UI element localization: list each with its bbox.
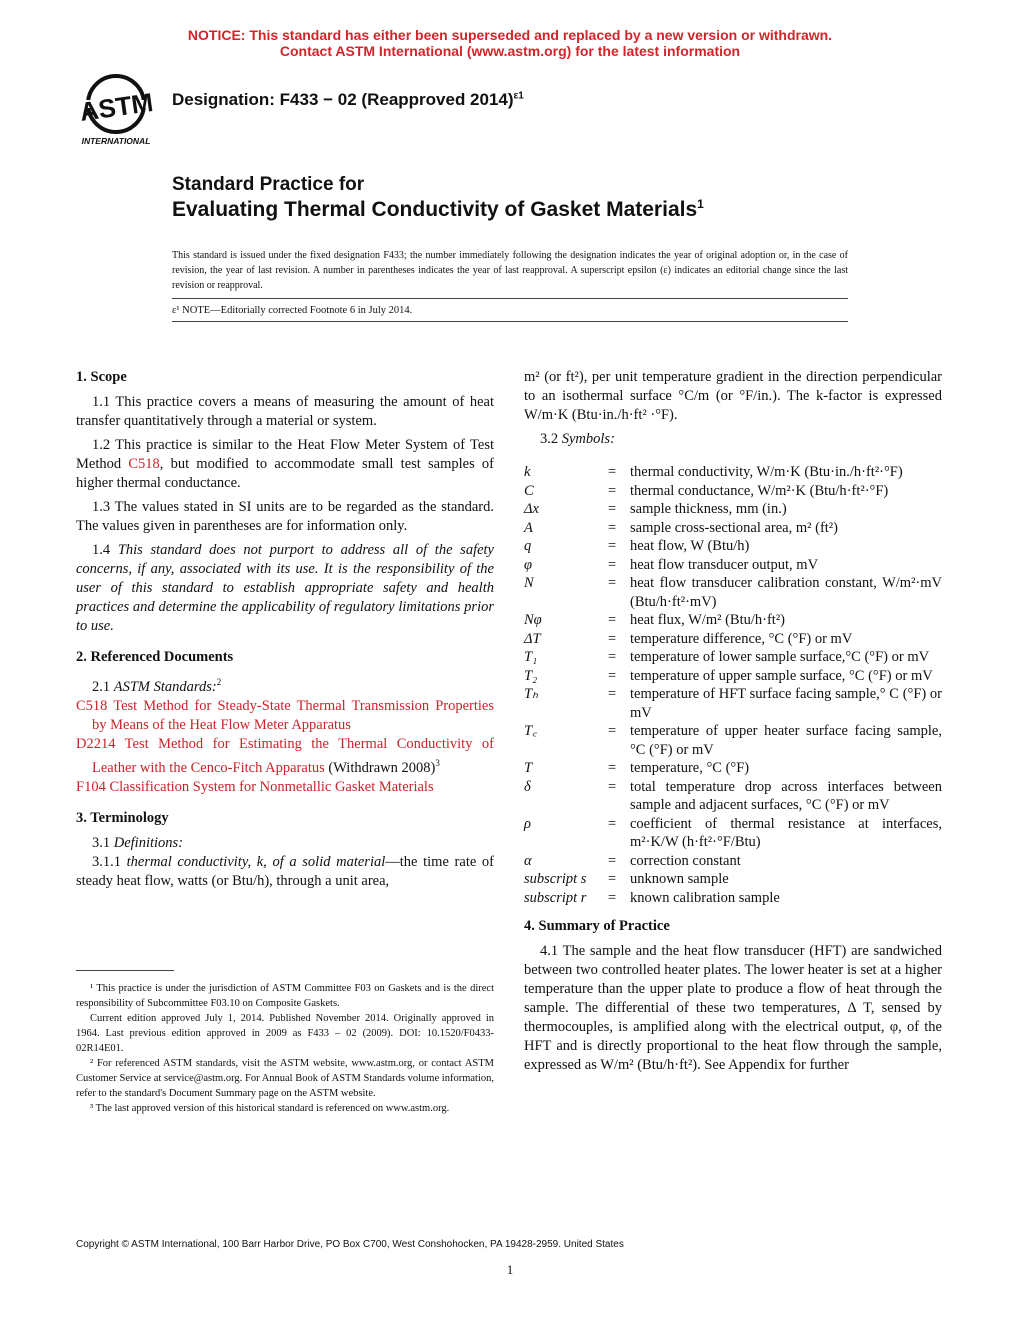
astm-logo: [72, 72, 160, 148]
para-1-4: [76, 541, 494, 636]
symbol-equals: =: [608, 575, 617, 591]
para-1-2-text-end: , but modified to accommodate small test samples of higher thermal conductance.: [76, 456, 494, 491]
symbol-term: A: [524, 519, 533, 536]
symbol-equals: =: [608, 630, 617, 647]
symbol-term: T: [524, 760, 533, 776]
symbol-equals: =: [608, 889, 617, 906]
symbol-equals: =: [608, 501, 617, 517]
para-1-2: [76, 436, 494, 493]
symbol-definition: temperature difference, °C (°F) or mV: [630, 630, 853, 647]
svg-text:INTERNATIONAL: INTERNATIONAL: [81, 136, 151, 146]
footnote-divider: [76, 970, 174, 971]
symbol-equals: =: [608, 556, 617, 573]
symbol-term: φ: [524, 556, 533, 573]
note-divider: [172, 321, 848, 322]
para-3-1-1-continued: m² (or ft²), per unit temperature gradient in the direction perpendicular to an isothermal surface °C/m (or °F/in.). The k-factor is expressed W/m·K (Btu·in./h·ft² ·°F).: [524, 369, 942, 423]
symbols-table: [524, 463, 942, 907]
symbol-definition: heat flow transducer calibration constant, W/m²·mV (Btu/h·ft²·mV): [630, 575, 942, 610]
para-3-2-number: 3.2: [540, 431, 562, 447]
symbol-definition: heat flow, W (Btu/h): [630, 538, 750, 554]
symbol-definition: coefficient of thermal resistance at interfaces, m²·K/W (h·ft²·°F/Btu): [630, 815, 942, 850]
para-3-1-1-number: 3.1.1: [92, 853, 127, 870]
para-1-4-text: This standard does not purport to address all of the safety concerns, if any, associated with its use. It is the responsibility of the user of this standard to establish appropriate safety and health practices and determine the applicability of regulatory limitations prior to use.: [76, 542, 494, 634]
symbol-equals: =: [608, 852, 617, 869]
title-line-2: [172, 197, 704, 222]
para-3-1-1-text: —the time rate of steady heat flow, watts (or Btu/h), through a unit area,: [76, 853, 495, 889]
para-1-3: 1.3 The values stated in SI units are to be regarded as the standard. The values given in parentheses are for information only.: [76, 499, 494, 534]
issued-statement: This standard is issued under the fixed designation F433; the number immediately following the designation indicates the year of original adoption or, in the case of revision, the year of last revision. A number in parentheses indicates the year of last reapproval. A superscript epsilon (ε) indicates an editorial change since the last revision or reapproval.: [172, 250, 848, 291]
symbol-term: ρ: [524, 815, 531, 832]
section-2-heading: 2. Referenced Documents: [76, 649, 234, 665]
symbol-term: q: [524, 538, 532, 554]
para-3-1-1: [76, 853, 494, 891]
symbol-definition: total temperature drop across interfaces between sample and adjacent surfaces, °C (°F) or mV: [630, 778, 942, 813]
para-4-1: 4.1 The sample and the heat flow transducer (HFT) are sandwiched between two controlled heater plates. The lower heater is set at a higher temperature than the upper plate to produce a flow of heat through the sample. The differential of these two temperatures, Δ T, sensed by thermocouples, is amplified along with the electrical output, φ, of the HFT and is directly proportional to the heat flow through the sample, expressed as W/m² (Btu/h·ft²). See Appendix for further: [524, 943, 942, 1073]
symbol-term: δ: [524, 778, 531, 795]
symbol-equals: =: [608, 723, 617, 739]
symbol-equals: =: [608, 538, 617, 554]
designation-text: Designation: F433 − 02 (Reapproved 2014): [172, 90, 514, 109]
page-number: 1: [506, 1262, 514, 1277]
ref-f104[interactable]: F104 Classification System for Nonmetallic Gasket Materials: [76, 778, 434, 795]
symbol-definition: heat flux, W/m² (Btu/h·ft²): [630, 612, 786, 628]
symbol-term: subscript r: [524, 889, 587, 906]
para-3-1-text: Definitions:: [113, 834, 184, 851]
footnote-2: ² For referenced ASTM standards, visit the ASTM website, www.astm.org, or contact ASTM Customer Service at service@astm.org. For Annual Book of ASTM Standards volume information, refer to the standard's Document Summary page on the ASTM website.: [76, 1058, 494, 1099]
symbol-equals: =: [608, 815, 617, 832]
section-4-heading: 4. Summary of Practice: [524, 918, 670, 934]
para-1-1: 1.1 This practice covers a means of measuring the amount of heat transfer quantitatively through a material or system.: [76, 394, 494, 429]
section-1-heading: 1. Scope: [76, 369, 127, 385]
para-1-4-number: 1.4: [92, 542, 118, 558]
symbol-term: Δx: [524, 501, 539, 517]
symbol-term: T₂: [524, 667, 538, 684]
symbol-equals: =: [608, 871, 617, 887]
symbol-equals: =: [608, 760, 617, 776]
symbol-term: C: [524, 482, 534, 499]
title-footnote-ref: 1: [697, 197, 704, 211]
para-3-1: [76, 834, 494, 853]
symbol-term: subscript s: [524, 871, 587, 887]
designation: [172, 90, 524, 110]
symbol-definition: known calibration sample: [630, 889, 780, 906]
para-3-2: [524, 430, 942, 449]
section-3-heading: 3. Terminology: [76, 809, 169, 826]
symbol-definition: temperature of upper sample surface, °C (°F) or mV: [630, 667, 933, 684]
para-1-2-text: 1.2 This practice is similar to the Heat Flow Meter System of Test Method: [76, 437, 494, 472]
symbol-definition: temperature, °C (°F): [630, 760, 750, 776]
symbol-equals: =: [608, 612, 617, 628]
symbol-equals: =: [608, 649, 617, 665]
para-2-1-number: 2.1: [92, 678, 114, 695]
right-column: [524, 368, 942, 1075]
ref-d2214-withdrawn: (Withdrawn 2008): [324, 759, 436, 776]
symbol-equals: =: [608, 464, 617, 480]
left-column: [76, 368, 494, 891]
symbol-term: Nφ: [524, 612, 542, 628]
astm-logo-icon: [72, 72, 160, 148]
footnotes: [76, 981, 494, 1116]
symbol-term: N: [524, 575, 534, 591]
notice-line-2: Contact ASTM International (www.astm.org) for the latest information: [279, 43, 741, 59]
symbol-definition: temperature of lower sample surface,°C (°F) or mV: [630, 649, 930, 665]
symbol-definition: unknown sample: [630, 871, 729, 887]
header-divider: [172, 298, 848, 299]
para-2-1-text: ASTM Standards:: [113, 678, 217, 695]
editorial-note: ε¹ NOTE—Editorially corrected Footnote 6 in July 2014.: [172, 305, 413, 316]
symbol-definition: correction constant: [630, 852, 741, 869]
link-c518[interactable]: C518: [128, 456, 160, 472]
designation-epsilon: ε1: [513, 90, 524, 102]
symbol-equals: =: [608, 778, 617, 795]
symbol-definition: sample thickness, mm (in.): [630, 501, 787, 517]
copyright-footer: Copyright © ASTM International, 100 Barr Harbor Drive, PO Box C700, West Conshohocken, PA 19428-2959. United States: [76, 1239, 624, 1250]
symbol-term: T꜀: [524, 723, 538, 739]
footnote-3: ³ The last approved version of this historical standard is referenced on www.astm.org.: [90, 1103, 450, 1114]
title-line-1: Standard Practice for: [172, 174, 365, 195]
footnote-1-edition: Current edition approved July 1, 2014. Published November 2014. Originally approved in 1964. Last previous edition approved in 2009 as F433 – 02 (2009). DOI: 10.1520/F0433-02R14E01.: [76, 1013, 494, 1054]
symbol-equals: =: [608, 686, 617, 702]
para-2-1-footnote-ref: 2: [216, 677, 222, 687]
para-3-2-text: Symbols:: [561, 431, 615, 447]
ref-d2214-link[interactable]: D2214 Test Method for Estimating the Thermal Conductivity of Leather with the Cenco-Fitch Apparatus: [76, 735, 494, 776]
para-3-1-1-term: thermal conductivity, k, of a solid material: [126, 853, 386, 870]
symbol-term: ΔT: [524, 630, 541, 647]
symbol-definition: temperature of HFT surface facing sample,° C (°F) or mV: [630, 686, 942, 721]
ref-d2214: [76, 735, 494, 778]
ref-d2214-footnote-ref: 3: [435, 757, 440, 768]
symbol-equals: =: [608, 667, 617, 684]
symbol-definition: heat flow transducer output, mV: [630, 556, 819, 573]
symbol-term: T₁: [524, 649, 538, 665]
symbol-term: Tₕ: [524, 686, 538, 702]
symbol-definition: temperature of upper heater surface facing sample, °C (°F) or mV: [630, 723, 942, 758]
title-text: Evaluating Thermal Conductivity of Gasket Materials: [172, 198, 698, 221]
para-2-1: [76, 673, 494, 697]
symbol-term: α: [524, 852, 532, 869]
svg-text:ASTM: ASTM: [77, 86, 155, 127]
symbol-equals: =: [608, 482, 617, 499]
notice-banner: [0, 27, 1020, 59]
symbol-definition: thermal conductivity, W/m·K (Btu·in./h·ft²·°F): [630, 464, 903, 480]
symbol-term: k: [524, 464, 531, 480]
footnote-1: ¹ This practice is under the jurisdiction of ASTM Committee F03 on Gaskets and is the direct responsibility of Subcommittee F03.10 on Composite Gaskets.: [76, 983, 494, 1009]
para-3-1-number: 3.1: [92, 834, 114, 851]
notice-line-1: NOTICE: This standard has either been superseded and replaced by a new version or withdrawn.: [187, 27, 833, 43]
symbol-equals: =: [608, 519, 617, 536]
symbol-definition: sample cross-sectional area, m² (ft²): [630, 519, 838, 536]
ref-c518[interactable]: C518 Test Method for Steady-State Thermal Transmission Properties by Means of the Heat Flow Meter Apparatus: [76, 697, 494, 733]
symbol-definition: thermal conductance, W/m²·K (Btu/h·ft²·°F): [630, 482, 889, 499]
